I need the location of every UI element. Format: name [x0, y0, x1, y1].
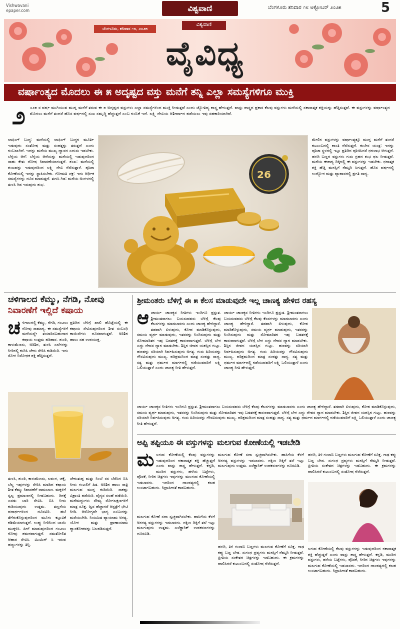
story-bedroom-column-2: ಮಲಗುವ ಕೋಣೆ ಸದಾ ಸ್ವಚ್ಛವಾಗಿರಬೇಕು. ಹಾಸಿಗೆಯ ಕೆಳಗೆ ಅನಗತ್ಯ ವಸ್ತುಗಳನ್ನು ಇಡಬಾರದು. ದಕ್ಷಿಣ ದಿಕ್ಕಿಗೆ ತಲೆ ಇಟ್ಟು ಮಲಗುವುದು ಉತ್ತಮ. ಎಲೆಕ್ಟ್ರಾನಿಕ್ ಉಪಕರಣಗಳನ್ನು ದೂರವಿಡಿ.	[218, 452, 304, 468]
story-cold-remedy-dropcap: ಚ	[8, 320, 21, 339]
story-cold-remedy-body: ಳಿಗಾಲದಲ್ಲಿ ಕೆಮ್ಮು, ನೆಗಡಿ, ಗಂಟಲು ನೋವು ಸಾಮಾನ್ಯ. ಈ ಸಮಸ್ಯೆಗಳಿಗೆ ಮನೆಯಲ್ಲೇ ತಯಾರಿಸಬಹುದಾದ ಕಷಾಯ ಉತ್ತಮ ಪರಿಹಾರ. ಶುಂಠಿ, ಕಾಳುಮೆಣಸು, ಅರಿಶಿನ, ತುಳಸಿ ಎಲೆಗಳನ್ನು ನೀರಿನಲ್ಲಿ ಕುದಿಸಿ ಜೇನು ಸೇರಿಸಿ ಕುಡಿಯಿರಿ. ಇದು ರೋಗ ನಿರೋಧಕ ಶಕ್ತಿ ಹೆಚ್ಚಿಸುತ್ತದೆ.	[8, 320, 68, 358]
article-column-left: ಲಾಫಿಂಗ್ ಬುದ್ಧ: ಮನೆಯಲ್ಲಿ ಲಾಫಿಂಗ್ ಬುದ್ಧನ ಮೂರ್ತಿ ಇಡುವುದು ಸಂತೋಷ ಮತ್ತು ಸಂಪತ್ತನ್ನು ತರುತ್ತದೆ ಎಂದು ನಂಬಲಾಗಿದೆ. ಇದನ್ನು ಮನೆಯ ಮುಖ್ಯ ದ್ವಾರದ ಎದುರು ಇಡಬೇಕು. ಬೆಳ್ಳಿಯ ಆನೆ: ಬೆಳ್ಳಿಯ ಆನೆಯನ್ನು ಮನೆಯಲ್ಲಿ ಇಡುವುದರಿಂದ ರಾಹು ಕೇತು ದೋಷ ನಿವಾರಣೆಯಾಗುತ್ತದೆ. ಶಂಖ: ಮನೆಯಲ್ಲಿ ಶಂಖವನ್ನು ಇಡುವುದರಿಂದ ಲಕ್ಷ್ಮಿ ದೇವಿ ನೆಲೆಸುತ್ತಾಳೆ. ಪೂಜಾ ಕೋಣೆಯಲ್ಲಿ ಇದನ್ನು ಸ್ಥಾಪಿಸಬೇಕು. ಗೋಮತಿ ಚಕ್ರ: ಇದು ಆರ್ಥಿಕ ಸಮಸ್ಯೆಗಳನ್ನು ದೂರ ಮಾಡುತ್ತದೆ. ತುಳಸಿ ಗಿಡ: ಮನೆಯ ಅಂಗಳದಲ್ಲಿ ತುಳಸಿ ಗಿಡ ಇರುವುದು ಶುಭ.	[8, 137, 94, 187]
source-line-1: Vishwavani	[6, 3, 29, 8]
milk-glass-icon	[52, 406, 84, 458]
masthead-logo: ವಿಶ್ವವಾಣಿ	[162, 1, 238, 16]
chanakya-illustration	[312, 308, 396, 400]
lucky-items-photo	[98, 135, 308, 288]
story-bedroom-column-3: ಹಳದಿ, ತಿಳಿ ಗುಲಾಬಿ ಬಣ್ಣಗಳು ಮಲಗುವ ಕೋಣೆಗೆ ಸೂಕ್ತ. ಗಾಢ ಕಪ್ಪು ಬಣ್ಣ ಬೇಡ. ಸುಗಂಧ ದ್ರವ್ಯಗಳು ಮನಸ್ಸಿಗೆ ನೆಮ್ಮದಿ ನೀಡುತ್ತವೆ. ಪ್ರೀತಿಯ ಸಂಕೇತದ ಚಿತ್ರಗಳನ್ನು ಇಡಬಹುದು. ಈ ಕ್ರಮಗಳನ್ನು ಪಾಲಿಸಿದರೆ ಕುಟುಂಬದಲ್ಲಿ ಸಂತೋಷ ನೆಲೆಸುತ್ತದೆ.	[308, 452, 396, 474]
section-divider	[4, 292, 396, 293]
print-registration-marks-left	[6, 620, 30, 625]
epaper-source	[6, 3, 30, 13]
print-registration-marks-right	[362, 620, 386, 625]
story-bedroom-column-3b: ಲಗುವ ಕೋಣೆಯಲ್ಲಿ ಕೆಲವು ವಸ್ತುಗಳನ್ನು ಇಡುವುದರಿಂದ ನಕಾರಾತ್ಮಕ ಶಕ್ತಿ ಹೆಚ್ಚುತ್ತದೆ ಎಂದು ವಾಸ್ತು ಶಾಸ್ತ್ರ ಹೇಳುತ್ತದೆ. ಕನ್ನಡಿ, ಮುರಿದ ವಸ್ತುಗಳು, ಹಳೆಯ ಬಟ್ಟೆಗಳು, ಪೊರಕೆ, ನೀರಿನ ಚಿತ್ರಗಳು ಇವುಗಳನ್ನು ಮಲಗುವ ಕೋಣೆಯಲ್ಲಿ ಇಡಬಾರದು. ಇದರಿಂದ ದಾಂಪತ್ಯದಲ್ಲಿ ಕಲಹ ಉಂಟಾಗಬಹುದು. ನಿದ್ರಾಹೀನತೆ ಕಾಡಬಹುದು.	[308, 546, 396, 573]
main-headline: ವರ್ಷಾಂತ್ಯದ ಮೊದಲು ಈ ೫ ಅದೃಷ್ಟದ ವಸ್ತು ಮನೆಗೆ ತನ್ನಿ ಎಲ್ಲಾ ಸಮಸ್ಯೆಗಳಿಗೂ ಮುಕ್ತಿ	[4, 84, 396, 101]
section-title: ವೈವಿಧ್ಯ	[165, 34, 245, 73]
story-cold-remedy-headline-2: ನಿವಾರಣೆಗೆ ಇಲ್ಲಿದೆ ಕಷಾಯ	[8, 306, 84, 316]
story-cold-remedy-text	[8, 320, 68, 390]
spice-bowl-icon	[102, 416, 114, 428]
story-cold-remedy-text-2: ಪ್ರತಿದಿನ ಬೆಳಿಗ್ಗೆ ಖಾಲಿ ಹೊಟ್ಟೆಯಲ್ಲಿ ಈ ಕಷಾಯ ಸೇವಿಸುವುದರಿಂದ ಶೀತ ಸಂಬಂಧಿ ಕಾಯಿಲೆಗಳು ದೂರವಾಗುತ್ತವೆ. ಅರಿಶಿನ ಹಾಲು ಸಹ ಉಪಯುಕ್ತ.	[70, 320, 128, 342]
bed-icon	[230, 494, 292, 526]
woman-photo	[308, 482, 396, 542]
page-meta-row	[0, 0, 400, 20]
column-divider	[132, 295, 133, 617]
story-chanakya-column-2: ಚಾರ್ಯ ಚಾಣಕ್ಯರ ನೀತಿಗಳು ಇಂದಿಗೂ ಪ್ರಸ್ತುತ. ಶ್ರೀಮಂತರಾಗಲು ಬಯಸುವವರು ಬೆಳಿಗ್ಗೆ ಕೆಲವು ಕೆಲಸಗಳನ್ನು ಮಾಡಬಾರದು ಎಂದು ಚಾಣಕ್ಯ ಹೇಳಿದ್ದಾರೆ. ತಡವಾಗಿ ಏಳುವುದು, ಕೋಪ ಮಾಡಿಕೊಳ್ಳುವುದು, ಸಮಯ ವ್ಯರ್ಥ ಮಾಡುವುದು, ಇತರರನ್ನು ನಿಂದಿಸುವುದು ಮತ್ತು ಸೋಮಾರಿತನ ಇವು ಬಡತನಕ್ಕೆ ಕಾರಣವಾಗುತ್ತವೆ. ಬೆಳಿಗ್ಗೆ ಬೇಗ ಎದ್ದು ದೇವರ ಧ್ಯಾನ ಮಾಡಬೇಕು. ಶಿಸ್ತಿನ ಜೀವನ ಯಶಸ್ಸಿನ ಗುಟ್ಟು. ಹಣವನ್ನು ಸರಿಯಾಗಿ ನಿರ್ವಹಿಸುವುದು ಅಗತ್ಯ. ಗುರು ಹಿರಿಯರನ್ನು ಗೌರವಿಸುವುದು ಮುಖ್ಯ. ಪರಿಶ್ರಮದಿಂದ ಮಾತ್ರ ಸಂಪತ್ತು ಸಾಧ್ಯ. ಸತ್ಯ ಮತ್ತು ಧರ್ಮದ ಮಾರ್ಗದಲ್ಲಿ ನಡೆಯುವವರಿಗೆ ಲಕ್ಷ್ಮಿ ಒಲಿಯುತ್ತಾಳೆ ಎಂದು ಚಾಣಕ್ಯ ನೀತಿ ಹೇಳುತ್ತದೆ.	[224, 310, 308, 370]
section-banner	[4, 19, 396, 82]
story-cold-remedy-column-b: ಜೇನುತುಪ್ಪ ಮತ್ತು ನಿಂಬೆ ರಸ ಬೆರೆಸಿದ ಬಿಸಿ ನೀರು ಗಂಟಲಿಗೆ ಹಿತ. ಅರಿಶಿನ ಹಾಲು ರಾತ್ರಿ ಮಲಗುವ ಮುನ್ನ ಕುಡಿಯಿರಿ. ಸಾಕಷ್ಟು ವಿಶ್ರಾಂತಿ ಪಡೆಯಿರಿ. ವೈದ್ಯರ ಸಲಹೆ ಪಡೆಯಿರಿ. ಮನೆಮದ್ದುಗಳು ಸೌಮ್ಯ ರೋಗಲಕ್ಷಣಗಳಿಗೆ ಮಾತ್ರ ಸೂಕ್ತ. ಜ್ವರ ಹೆಚ್ಚಾದರೆ ಆಸ್ಪತ್ರೆಗೆ ಭೇಟಿ ನೀಡಿ. ಆರೋಗ್ಯವೇ ಭಾಗ್ಯ ಎಂಬುದನ್ನು ಮರೆಯಬೇಡಿ. ನಿಯಮಿತ ವ್ಯಾಯಾಮ ಅಗತ್ಯ. ಯೋಗ ಮತ್ತು ಪ್ರಾಣಾಯಾಮ ಶ್ವಾಸಕೋಶವನ್ನು ಬಲಪಡಿಸುತ್ತದೆ.	[70, 476, 128, 531]
lead-paragraph	[4, 103, 396, 133]
banner-date-badge: ಬೆಂಗಳೂರು, ಶನಿವಾರ ೧೮, ೨೦೨೫	[94, 25, 156, 33]
chanakya-photo	[312, 308, 396, 400]
story-chanakya-dropcap: ಆ	[137, 310, 149, 329]
lead-text: ೦೨೫ ರ ವರ್ಷ ಮುಗಿಯುವ ಮುನ್ನ ಮನೆಗೆ ತರುವ ಈ ೫ ಅದೃಷ್ಟದ ವಸ್ತುಗಳು ಎಲ್ಲಾ ಸಮಸ್ಯೆಗಳಿಂದ ಮುಕ್ತಿ ನೀಡುತ್ತವೆ ಎಂದು ಜ್ಯೋತಿಷ್ಯ ಶಾಸ್ತ್ರ ಹೇಳುತ್ತದೆ. ವಾಸ್ತು ಶಾಸ್ತ್ರದ ಪ್ರಕಾರ ಕೆಲವು ವಸ್ತುಗಳು ಮನೆಯಲ್ಲಿ ಸಕಾರಾತ್ಮಕ ಶಕ್ತಿಯನ್ನು ಹೆಚ್ಚಿಸುತ್ತವೆ. ಈ ವಸ್ತುಗಳನ್ನು ವರ್ಷಾಂತ್ಯದ ಮೊದಲು ಮನೆಗೆ ತಂದರೆ ಹೊಸ ವರ್ಷದಲ್ಲಿ ಸುಖ ಸಮೃದ್ಧಿ ಹೆಚ್ಚುತ್ತದೆ ಎಂಬ ನಂಬಿಕೆ ಇದೆ. ಲಕ್ಷ್ಮಿ ದೇವಿಯ ಆಶೀರ್ವಾದ ಪಡೆಯಲು ಇವು ಸಹಕಾರಿಯಾಗಿವೆ.	[30, 105, 390, 116]
story-bedroom-body: ಲಗುವ ಕೋಣೆಯಲ್ಲಿ ಕೆಲವು ವಸ್ತುಗಳನ್ನು ಇಡುವುದರಿಂದ ನಕಾರಾತ್ಮಕ ಶಕ್ತಿ ಹೆಚ್ಚುತ್ತದೆ ಎಂದು ವಾಸ್ತು ಶಾಸ್ತ್ರ ಹೇಳುತ್ತದೆ. ಕನ್ನಡಿ, ಮುರಿದ ವಸ್ತುಗಳು, ಹಳೆಯ ಬಟ್ಟೆಗಳು, ಪೊರಕೆ, ನೀರಿನ ಚಿತ್ರಗಳು ಇವುಗಳನ್ನು ಮಲಗುವ ಕೋಣೆಯಲ್ಲಿ ಇಡಬಾರದು. ಇದರಿಂದ ದಾಂಪತ್ಯದಲ್ಲಿ ಕಲಹ ಉಂಟಾಗಬಹುದು. ನಿದ್ರಾಹೀನತೆ ಕಾಡಬಹುದು.	[137, 452, 215, 490]
article-column-right: ಮೇಲಿನ ವಸ್ತುಗಳನ್ನು ವರ್ಷಾಂತ್ಯಕ್ಕೂ ಮುನ್ನ ಮನೆಗೆ ತಂದರೆ ಕುಟುಂಬದಲ್ಲಿ ಶಾಂತಿ ನೆಲೆಸುತ್ತದೆ. ಕುಬೇರ ಯಂತ್ರ: ಇದನ್ನು ಪೂಜಾ ಸ್ಥಳದಲ್ಲಿ ಇಟ್ಟು ಪ್ರತಿದಿನ ಪೂಜಿಸಿದರೆ ಧನಲಾಭ ಆಗುತ್ತದೆ. ಹಳದಿ ಬಣ್ಣದ ವಸ್ತುಗಳು ಗುರು ಗ್ರಹದ ಶುಭ ಫಲ ನೀಡುತ್ತವೆ. ಮನೆಯ ಈಶಾನ್ಯ ದಿಕ್ಕಿನಲ್ಲಿ ಈ ವಸ್ತುಗಳನ್ನು ಇಡಬೇಕು. ಧನಾತ್ಮಕ ಶಕ್ತಿ ಹೆಚ್ಚಿ ಮನಸ್ಸಿಗೆ ನೆಮ್ಮದಿ ಸಿಗುತ್ತದೆ. ಹೊಸ ವರ್ಷದಲ್ಲಿ ಉದ್ಯೋಗ ಮತ್ತು ವ್ಯಾಪಾರದಲ್ಲಿ ಪ್ರಗತಿ ಸಾಧ್ಯ.	[312, 137, 394, 176]
svg-text:26: 26	[257, 170, 271, 181]
story-cold-remedy-headline-1: ಚಳಿಗಾಲದ ಕೆಮ್ಮು, ನೆಗಡಿ, ನೋವು	[8, 295, 105, 305]
story-cold-remedy-column-a: ತುಳಸಿ, ಶುಂಠಿ, ಕಾಳುಮೆಣಸು, ಲವಂಗ, ಚಕ್ಕೆ, ಬೆಲ್ಲ ಇವುಗಳನ್ನು ಸೇರಿಸಿ ಮಾಡಿದ ಕಷಾಯ ಶೀತ ಕೆಮ್ಮು ನಿವಾರಣೆಗೆ ರಾಮಬಾಣ. ಮಕ್ಕಳಿಗೆ ಸ್ವಲ್ಪ ಪ್ರಮಾಣದಲ್ಲಿ ನೀಡಬಹುದು. ದಿನಕ್ಕೆ ಎರಡು ಬಾರಿ ಸೇವಿಸಿ. ಬಿಸಿ ನೀರು ಕುಡಿಯುವುದು ಉತ್ತಮ. ತಣ್ಣನೆಯ ಪದಾರ್ಥಗಳಿಂದ ದೂರವಿರಿ. ಹಬೆ ತೆಗೆದುಕೊಳ್ಳುವುದರಿಂದ ಮೂಗು ಕಟ್ಟುವಿಕೆ ಕಡಿಮೆಯಾಗುತ್ತದೆ. ಉಪ್ಪು ನೀರಿನಿಂದ ಬಾಯಿ ಮುಕ್ಕಳಿಸಿ. ಹೀಗೆ ಮಾಡುವುದರಿಂದ ಗಂಟಲು ನೋವು ಶಮನವಾಗುತ್ತದೆ. ಸಮತೋಲಿತ ಆಹಾರ ಸೇವಿಸಿ. ವಿಟಮಿನ್ ಸಿ ಇರುವ ಹಣ್ಣುಗಳನ್ನು ತಿನ್ನಿ.	[8, 476, 66, 547]
story-bedroom-column-1	[137, 452, 215, 512]
banner-logo: ವಿಶ್ವವಾಣಿ	[182, 21, 226, 30]
print-gradient-bar	[140, 621, 260, 624]
story-bedroom-column-1b: ಮಲಗುವ ಕೋಣೆ ಸದಾ ಸ್ವಚ್ಛವಾಗಿರಬೇಕು. ಹಾಸಿಗೆಯ ಕೆಳಗೆ ಅನಗತ್ಯ ವಸ್ತುಗಳನ್ನು ಇಡಬಾರದು. ದಕ್ಷಿಣ ದಿಕ್ಕಿಗೆ ತಲೆ ಇಟ್ಟು ಮಲಗುವುದು ಉತ್ತಮ. ಎಲೆಕ್ಟ್ರಾನಿಕ್ ಉಪಕರಣಗಳನ್ನು ದೂರವಿಡಿ.	[137, 514, 215, 536]
story-chanakya-headline: ಶ್ರೀಮಂತರು ಬೆಳಿಗ್ಗೆ ಈ ೫ ಕೆಲಸ ಮಾಡುವುದೇ ಇಲ್ಲ ಚಾಣಕ್ಯ ಹೇಳಿದ ರಹಸ್ಯ	[137, 296, 317, 305]
woman-illustration	[308, 482, 396, 542]
turmeric-milk-illustration	[8, 392, 128, 472]
lucky-items-illustration	[99, 136, 308, 288]
gold-bar-icon	[165, 188, 245, 228]
source-line-2: epaper.com	[6, 8, 30, 13]
gold-coins-icon	[237, 212, 279, 231]
bedroom-photo	[218, 480, 304, 540]
story-chanakya-column-1	[137, 310, 221, 400]
edition-date: ಬೆಂಗಳೂರು ಶನಿವಾರ ೧೮ ಅಕ್ಟೋಬರ್ ೨೦೨೫	[268, 5, 342, 11]
story-bedroom-headline: ಅಪ್ಪಿ ತಪ್ಪಿಯೂ ಈ ವಸ್ತುಗಳನ್ನು ಮಲಗುವ ಕೋಣೆಯಲ್ಲಿ ಇಡಬೇಡಿ	[137, 438, 301, 447]
story-chanakya-body: ಚಾರ್ಯ ಚಾಣಕ್ಯರ ನೀತಿಗಳು ಇಂದಿಗೂ ಪ್ರಸ್ತುತ. ಶ್ರೀಮಂತರಾಗಲು ಬಯಸುವವರು ಬೆಳಿಗ್ಗೆ ಕೆಲವು ಕೆಲಸಗಳನ್ನು ಮಾಡಬಾರದು ಎಂದು ಚಾಣಕ್ಯ ಹೇಳಿದ್ದಾರೆ. ತಡವಾಗಿ ಏಳುವುದು, ಕೋಪ ಮಾಡಿಕೊಳ್ಳುವುದು, ಸಮಯ ವ್ಯರ್ಥ ಮಾಡುವುದು, ಇತರರನ್ನು ನಿಂದಿಸುವುದು ಮತ್ತು ಸೋಮಾರಿತನ ಇವು ಬಡತನಕ್ಕೆ ಕಾರಣವಾಗುತ್ತವೆ. ಬೆಳಿಗ್ಗೆ ಬೇಗ ಎದ್ದು ದೇವರ ಧ್ಯಾನ ಮಾಡಬೇಕು. ಶಿಸ್ತಿನ ಜೀವನ ಯಶಸ್ಸಿನ ಗುಟ್ಟು. ಹಣವನ್ನು ಸರಿಯಾಗಿ ನಿರ್ವಹಿಸುವುದು ಅಗತ್ಯ. ಗುರು ಹಿರಿಯರನ್ನು ಗೌರವಿಸುವುದು ಮುಖ್ಯ. ಪರಿಶ್ರಮದಿಂದ ಮಾತ್ರ ಸಂಪತ್ತು ಸಾಧ್ಯ. ಸತ್ಯ ಮತ್ತು ಧರ್ಮದ ಮಾರ್ಗದಲ್ಲಿ ನಡೆಯುವವರಿಗೆ ಲಕ್ಷ್ಮಿ ಒಲಿಯುತ್ತಾಳೆ ಎಂದು ಚಾಣಕ್ಯ ನೀತಿ ಹೇಳುತ್ತದೆ.	[137, 310, 221, 370]
basil-leaves-icon	[261, 245, 297, 274]
turmeric-milk-photo	[8, 392, 128, 472]
side-table-icon	[292, 508, 302, 522]
story-bedroom-dropcap: ಮ	[137, 452, 155, 471]
story-divider	[137, 434, 396, 435]
new-year-ornament-icon	[249, 154, 289, 194]
lamp-icon	[293, 498, 301, 506]
story-bedroom-column-2b: ಹಳದಿ, ತಿಳಿ ಗುಲಾಬಿ ಬಣ್ಣಗಳು ಮಲಗುವ ಕೋಣೆಗೆ ಸೂಕ್ತ. ಗಾಢ ಕಪ್ಪು ಬಣ್ಣ ಬೇಡ. ಸುಗಂಧ ದ್ರವ್ಯಗಳು ಮನಸ್ಸಿಗೆ ನೆಮ್ಮದಿ ನೀಡುತ್ತವೆ. ಪ್ರೀತಿಯ ಸಂಕೇತದ ಚಿತ್ರಗಳನ್ನು ಇಡಬಹುದು. ಈ ಕ್ರಮಗಳನ್ನು ಪಾಲಿಸಿದರೆ ಕುಟುಂಬದಲ್ಲಿ ಸಂತೋಷ ನೆಲೆಸುತ್ತದೆ.	[218, 544, 304, 566]
bedroom-illustration	[218, 480, 304, 540]
story-chanakya-continued: ಚಾರ್ಯ ಚಾಣಕ್ಯರ ನೀತಿಗಳು ಇಂದಿಗೂ ಪ್ರಸ್ತುತ. ಶ್ರೀಮಂತರಾಗಲು ಬಯಸುವವರು ಬೆಳಿಗ್ಗೆ ಕೆಲವು ಕೆಲಸಗಳನ್ನು ಮಾಡಬಾರದು ಎಂದು ಚಾಣಕ್ಯ ಹೇಳಿದ್ದಾರೆ. ತಡವಾಗಿ ಏಳುವುದು, ಕೋಪ ಮಾಡಿಕೊಳ್ಳುವುದು, ಸಮಯ ವ್ಯರ್ಥ ಮಾಡುವುದು, ಇತರರನ್ನು ನಿಂದಿಸುವುದು ಮತ್ತು ಸೋಮಾರಿತನ ಇವು ಬಡತನಕ್ಕೆ ಕಾರಣವಾಗುತ್ತವೆ. ಬೆಳಿಗ್ಗೆ ಬೇಗ ಎದ್ದು ದೇವರ ಧ್ಯಾನ ಮಾಡಬೇಕು. ಶಿಸ್ತಿನ ಜೀವನ ಯಶಸ್ಸಿನ ಗುಟ್ಟು. ಹಣವನ್ನು ಸರಿಯಾಗಿ ನಿರ್ವಹಿಸುವುದು ಅಗತ್ಯ. ಗುರು ಹಿರಿಯರನ್ನು ಗೌರವಿಸುವುದು ಮುಖ್ಯ. ಪರಿಶ್ರಮದಿಂದ ಮಾತ್ರ ಸಂಪತ್ತು ಸಾಧ್ಯ. ಸತ್ಯ ಮತ್ತು ಧರ್ಮದ ಮಾರ್ಗದಲ್ಲಿ ನಡೆಯುವವರಿಗೆ ಲಕ್ಷ್ಮಿ ಒಲಿಯುತ್ತಾಳೆ ಎಂದು ಚಾಣಕ್ಯ ನೀತಿ ಹೇಳುತ್ತದೆ.	[137, 404, 396, 426]
page-number: 5	[381, 1, 391, 16]
turmeric-bowl-icon	[203, 246, 255, 267]
lead-dropcap: ೨	[12, 101, 26, 130]
conch-shell-icon	[115, 147, 187, 189]
